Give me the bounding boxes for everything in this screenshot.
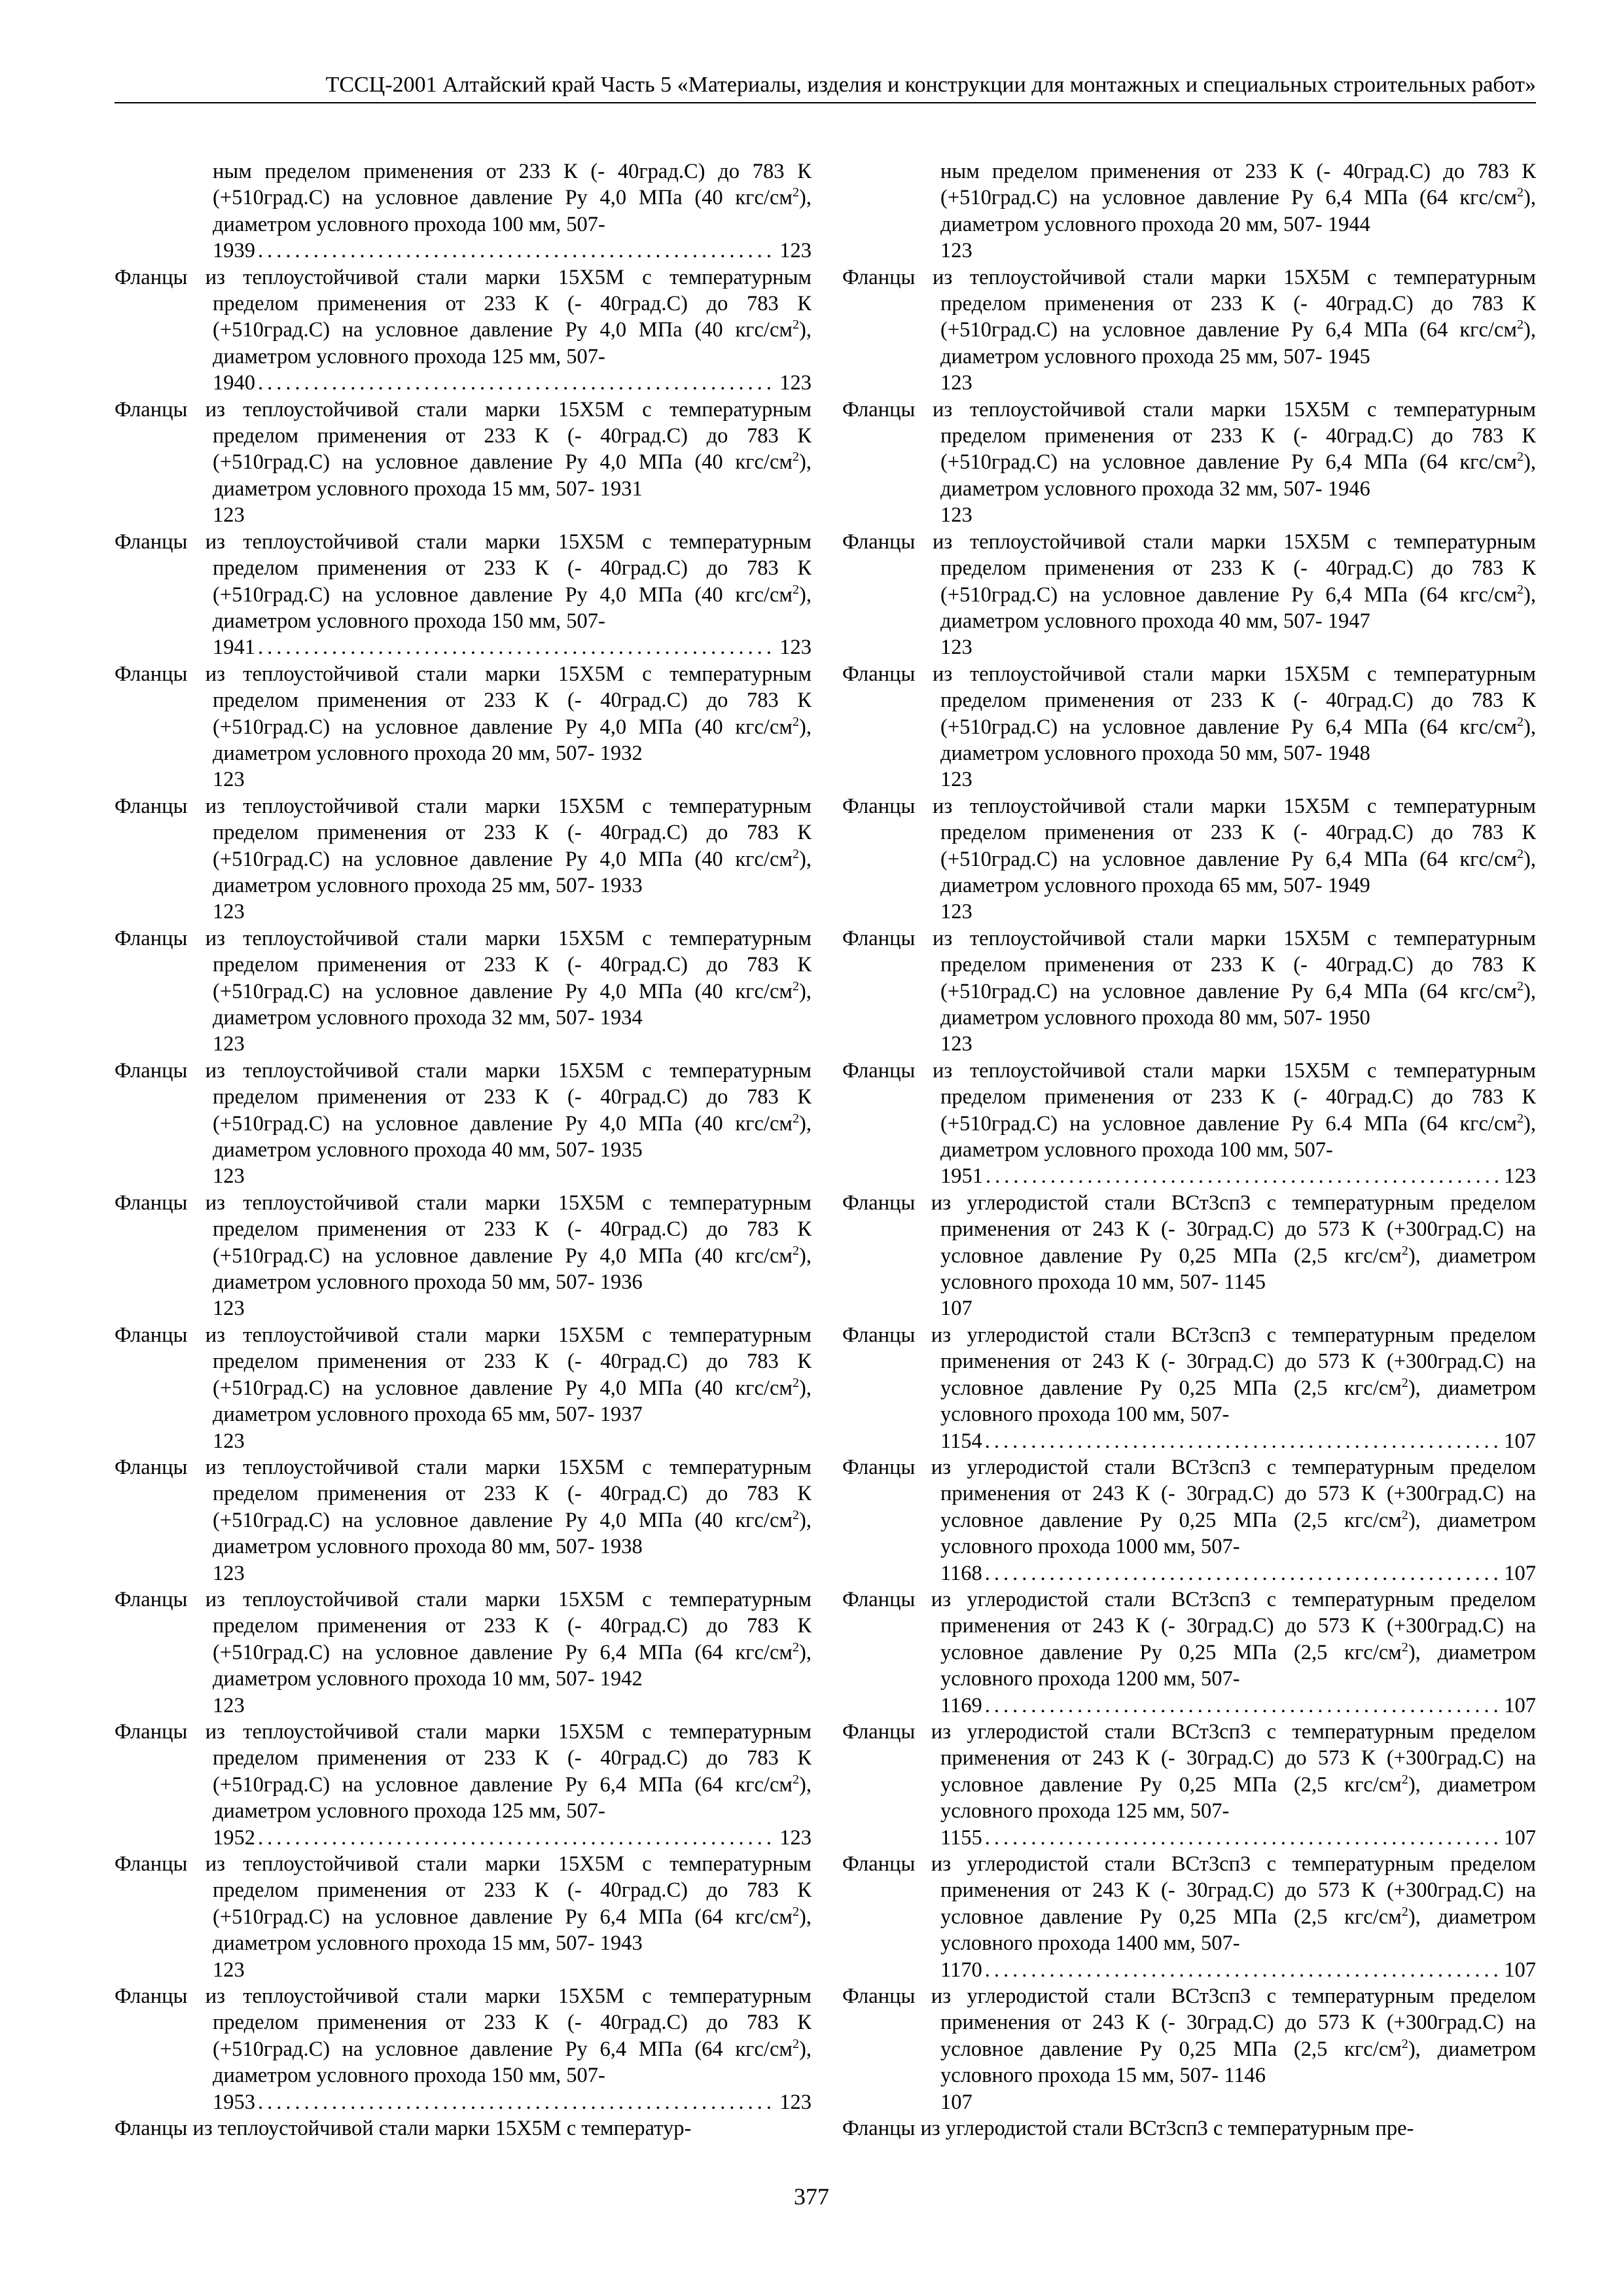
entry-page: 123: [213, 1561, 245, 1585]
entry-page: 123: [213, 1429, 245, 1453]
index-entry: [115, 793, 812, 925]
dot-leader: [985, 1428, 1501, 1454]
entry-tail: [213, 1693, 812, 1719]
entry-text: Фланцы из углеродистой стали ВСт3сп3 с температурным пределом применения от 243 К (- 30град.С) до 573 К (+300град.С) на условное давление Ру 0,25 МПа (2,5 кгс/$см^2$), диаметром условного прохода 10 мм, 507- 1145: [842, 1191, 1537, 1295]
dot-leader: [985, 1693, 1501, 1719]
entry-text: Фланцы из теплоустойчивой стали марки 15Х5М с температурным пределом применения от 233 К (- 40град.С) до 783 К (+510град.С) на условное давление Ру 6,4 МПа (64 кгс/$см^2$), диаметром условного прохода 10 мм, 507- 1942: [115, 1587, 812, 1691]
index-entry: [842, 158, 1536, 264]
index-entry: [115, 661, 812, 793]
index-column-right: [842, 158, 1536, 2142]
entry-text: Фланцы из углеродистой стали ВСт3сп3 с температурным пределом применения от 243 К (- 30град.С) до 573 К (+300град.С) на условное давление Ру 0,25 МПа (2,5 кгс/$см^2$), диаметром условного прохода 1400 мм, 507-: [842, 1852, 1537, 1956]
entry-text: Фланцы из углеродистой стали ВСт3сп3 с температурным пределом применения от 243 К (- 30град.С) до 573 К (+300град.С) на условное давление Ру 0,25 МПа (2,5 кгс/$см^2$), диаметром условного прохода 1000 мм, 507-: [842, 1455, 1537, 1559]
entry-page: 123: [213, 1297, 245, 1321]
entry-tail: [940, 899, 1536, 925]
entry-text: Фланцы из теплоустойчивой стали марки 15Х5М с температурным пределом применения от 233 К (- 40град.С) до 783 К (+510град.С) на условное давление Ру 6.4 МПа (64 кгс/$см^2$), диаметром условного прохода 100 мм, 507-: [842, 1058, 1536, 1162]
entry-page: 123: [213, 1958, 245, 1982]
index-entry: [115, 1851, 812, 1983]
entry-text: Фланцы из теплоустойчивой стали марки 15Х5М с температурным пределом применения от 233 К (- 40град.С) до 783 К (+510град.С) на условное давление Ру 4,0 МПа (40 кгс/$см^2$), диаметром условного прохода 20 мм, 507- 1932: [115, 662, 812, 765]
index-entry: [842, 1190, 1536, 1322]
entry-tail: [213, 634, 812, 660]
entry-text: Фланцы из теплоустойчивой стали марки 15Х5М с температурным пределом применения от 233 К (- 40град.С) до 783 К (+510град.С) на условное давление Ру 4,0 МПа (40 кгс/$см^2$), диаметром условного прохода 80 мм, 507- 1938: [115, 1455, 812, 1559]
index-entry: [842, 397, 1536, 529]
entry-tail: [940, 502, 1536, 528]
entry-page: 123: [213, 1164, 245, 1189]
dot-leader: [258, 2089, 777, 2115]
entry-tail: [213, 1031, 812, 1057]
index-entry: [842, 529, 1536, 661]
entry-code: 1169: [940, 1693, 982, 1717]
entry-text: Фланцы из углеродистой стали ВСт3сп3 с температурным пределом применения от 243 К (- 30град.С) до 573 К (+300град.С) на условное давление Ру 0,25 МПа (2,5 кгс/$см^2$), диаметром условного прохода 125 мм, 507-: [842, 1719, 1537, 1823]
dot-leader: [985, 1560, 1501, 1587]
entry-page: 107: [1504, 1825, 1536, 1850]
entry-text: Фланцы из углеродистой стали ВСт3сп3 с температурным пределом применения от 243 К (- 30град.С) до 573 К (+300град.С) на условное давление Ру 0,25 МПа (2,5 кгс/$см^2$), диаметром условного прохода 100 мм, 507-: [842, 1323, 1537, 1427]
entry-tail: [213, 2089, 812, 2115]
entry-tail: [213, 1560, 812, 1587]
entry-code: 1940: [213, 371, 255, 395]
entry-tail: [940, 1031, 1536, 1057]
entry-page: 123: [779, 1825, 812, 1850]
index-entry: [842, 1058, 1536, 1190]
index-column-left: [115, 158, 812, 2142]
entry-tail: [940, 1560, 1536, 1587]
entry-tail: [940, 1825, 1536, 1851]
entry-text: Фланцы из теплоустойчивой стали марки 15Х5М с температурным пределом применения от 233 К (- 40град.С) до 783 К (+510град.С) на условное давление Ру 6,4 МПа (64 кгс/$см^2$), диаметром условного прохода 65 мм, 507- 1949: [842, 794, 1536, 897]
index-entry: [115, 2115, 812, 2142]
entry-page: 107: [1504, 1958, 1536, 1982]
entry-page: 123: [779, 2090, 812, 2114]
entry-text: Фланцы из теплоустойчивой стали марки 15Х5М с температурным пределом применения от 233 К (- 40град.С) до 783 К (+510град.С) на условное давление Ру 6,4 МПа (64 кгс/$см^2$), диаметром условного прохода 125 мм, 507-: [115, 1719, 812, 1823]
entry-tail: [940, 634, 1536, 660]
index-entry: [115, 1058, 812, 1190]
entry-tail: [213, 766, 812, 793]
entry-tail: [213, 370, 812, 396]
entry-text: Фланцы из углеродистой стали ВСт3сп3 с температурным пре-: [842, 2117, 1414, 2141]
entry-text: Фланцы из теплоустойчивой стали марки 15Х5М с температурным пределом применения от 233 К (- 40град.С) до 783 К (+510град.С) на условное давление Ру 4,0 МПа (40 кгс/$см^2$), диаметром условного прохода 32 мм, 507- 1934: [115, 926, 812, 1030]
entry-text: Фланцы из теплоустойчивой стали марки 15Х5М с температурным пределом применения от 233 К (- 40град.С) до 783 К (+510град.С) на условное давление Ру 6,4 МПа (64 кгс/$см^2$), диаметром условного прохода 40 мм, 507- 1947: [842, 529, 1536, 633]
entry-tail: [213, 899, 812, 925]
entry-tail: [940, 1295, 1536, 1321]
index-entry: [115, 397, 812, 529]
index-entry: [115, 1454, 812, 1587]
entry-tail: [213, 502, 812, 528]
entry-tail: [940, 370, 1536, 396]
entry-text: Фланцы из углеродистой стали ВСт3сп3 с температурным пределом применения от 243 К (- 30град.С) до 573 К (+300град.С) на условное давление Ру 0,25 МПа (2,5 кгс/$см^2$), диаметром условного прохода 15 мм, 507- 1146: [842, 1984, 1537, 2088]
entry-page: 123: [940, 503, 972, 528]
index-entry: [842, 1851, 1536, 1983]
dot-leader: [986, 1163, 1501, 1189]
index-entry: [115, 158, 812, 264]
entry-text: Фланцы из теплоустойчивой стали марки 15Х5М с температурным пределом применения от 233 К (- 40град.С) до 783 К (+510град.С) на условное давление Ру 6,4 МПа (64 кгс/$см^2$), диаметром условного прохода 15 мм, 507- 1943: [115, 1852, 812, 1956]
index-entry: [115, 529, 812, 661]
index-entry: [115, 1983, 812, 2115]
entry-page: 123: [940, 636, 972, 660]
index-entry: [115, 1587, 812, 1719]
entry-code: 1951: [940, 1164, 983, 1189]
entry-tail: [940, 1957, 1536, 1983]
entry-tail: [213, 1295, 812, 1321]
entry-code: 1941: [213, 636, 255, 660]
entry-page: 123: [213, 768, 245, 792]
dot-leader: [258, 370, 777, 396]
page-number: 377: [794, 2183, 829, 2210]
entry-text: Фланцы из теплоустойчивой стали марки 15Х5М с температурным пределом применения от 233 К (- 40град.С) до 783 К (+510град.С) на условное давление Ру 4,0 МПа (40 кгс/$см^2$), диаметром условного прохода 40 мм, 507- 1935: [115, 1058, 812, 1162]
index-entry: [842, 793, 1536, 925]
entry-page: 123: [940, 768, 972, 792]
index-entry: [842, 1983, 1536, 2115]
index-entry: [115, 1322, 812, 1454]
entry-page: 123: [779, 371, 812, 395]
entry-page: 123: [779, 239, 812, 263]
entry-page: 123: [213, 503, 245, 528]
dot-leader: [258, 238, 777, 264]
entry-code: 1154: [940, 1429, 982, 1453]
dot-leader: [985, 1957, 1501, 1983]
index-entry: [115, 264, 812, 397]
entry-tail: [940, 1163, 1536, 1189]
entry-tail: [213, 1957, 812, 1983]
entry-page: 107: [1504, 1429, 1536, 1453]
entry-page: 123: [940, 1032, 972, 1056]
entry-tail: [940, 1693, 1536, 1719]
entry-tail: [213, 1163, 812, 1189]
dot-leader: [258, 634, 777, 660]
entry-code: 1952: [213, 1825, 255, 1850]
entry-tail: [213, 1825, 812, 1851]
entry-text: Фланцы из теплоустойчивой стали марки 15Х5М с температурным пределом применения от 233 К (- 40град.С) до 783 К (+510град.С) на условное давление Ру 4,0 МПа (40 кгс/$см^2$), диаметром условного прохода 150 мм, 507-: [115, 529, 812, 633]
entry-text: Фланцы из теплоустойчивой стали марки 15Х5М с температурным пределом применения от 233 К (- 40град.С) до 783 К (+510град.С) на условное давление Ру 6,4 МПа (64 кгс/$см^2$), диаметром условного прохода 25 мм, 507- 1945: [842, 265, 1536, 368]
entry-text: Фланцы из теплоустойчивой стали марки 15Х5М с температурным пределом применения от 233 К (- 40град.С) до 783 К (+510град.С) на условное давление Ру 4,0 МПа (40 кгс/$см^2$), диаметром условного прохода 65 мм, 507- 1937: [115, 1323, 812, 1427]
index-entry: [842, 1322, 1536, 1454]
entry-tail: [213, 238, 812, 264]
entry-tail: [940, 766, 1536, 793]
entry-tail: [940, 238, 1536, 264]
index-entry: [842, 1587, 1536, 1719]
entry-page: 123: [213, 1032, 245, 1056]
entry-page: 123: [940, 239, 972, 263]
entry-page: 123: [213, 1693, 245, 1717]
entry-tail: [213, 1428, 812, 1454]
entry-page: 107: [940, 2090, 972, 2114]
entry-page: 107: [1504, 1693, 1536, 1717]
entry-tail: [940, 2089, 1536, 2115]
entry-code: 1170: [940, 1958, 982, 1982]
index-entry: [842, 2115, 1536, 2142]
index-entry: [842, 661, 1536, 793]
entry-page: 123: [940, 371, 972, 395]
entry-text: Фланцы из теплоустойчивой стали марки 15Х5М с температурным пределом применения от 233 К (- 40град.С) до 783 К (+510град.С) на условное давление Ру 6,4 МПа (64 кгс/$см^2$), диаметром условного прохода 150 мм, 507-: [115, 1984, 812, 2088]
index-entry: [115, 1190, 812, 1322]
entry-text: ным пределом применения от 233 К (- 40град.С) до 783 К (+510град.С) на условное давление Ру 4,0 МПа (40 кгс/$см^2$), диаметром условного прохода 100 мм, 507-: [213, 160, 812, 236]
index-entry: [842, 264, 1536, 397]
entry-text: Фланцы из теплоустойчивой стали марки 15Х5М с температурным пределом применения от 233 К (- 40град.С) до 783 К (+510град.С) на условное давление Ру 6,4 МПа (64 кгс/$см^2$), диаметром условного прохода 32 мм, 507- 1946: [842, 397, 1536, 501]
entry-page: 107: [1504, 1561, 1536, 1585]
dot-leader: [258, 1825, 777, 1851]
running-header: ТССЦ-2001 Алтайский край Часть 5 «Материалы, изделия и конструкции для монтажных и специальных строительных работ»: [115, 71, 1536, 103]
entry-code: 1155: [940, 1825, 982, 1850]
entry-text: Фланцы из теплоустойчивой стали марки 15Х5М с температур-: [115, 2117, 692, 2141]
entry-text: ным пределом применения от 233 К (- 40град.С) до 783 К (+510град.С) на условное давление Ру 6,4 МПа (64 кгс/$см^2$), диаметром условного прохода 20 мм, 507- 1944: [940, 160, 1536, 236]
index-entry: [842, 925, 1536, 1058]
entry-code: 1953: [213, 2090, 255, 2114]
index-entry: [842, 1454, 1536, 1587]
index-entry: [842, 1719, 1536, 1851]
entry-page: 123: [1504, 1164, 1536, 1189]
index-entry: [115, 1719, 812, 1851]
entry-text: Фланцы из теплоустойчивой стали марки 15Х5М с температурным пределом применения от 233 К (- 40град.С) до 783 К (+510град.С) на условное давление Ру 4,0 МПа (40 кгс/$см^2$), диаметром условного прохода 50 мм, 507- 1936: [115, 1191, 812, 1295]
entry-page: 107: [940, 1297, 972, 1321]
entry-page: 123: [940, 900, 972, 924]
entry-page: 123: [779, 636, 812, 660]
entry-text: Фланцы из теплоустойчивой стали марки 15Х5М с температурным пределом применения от 233 К (- 40град.С) до 783 К (+510град.С) на условное давление Ру 6,4 МПа (64 кгс/$см^2$), диаметром условного прохода 50 мм, 507- 1948: [842, 662, 1536, 765]
entry-page: 123: [213, 900, 245, 924]
entry-text: Фланцы из теплоустойчивой стали марки 15Х5М с температурным пределом применения от 233 К (- 40град.С) до 783 К (+510град.С) на условное давление Ру 4,0 МПа (40 кгс/$см^2$), диаметром условного прохода 25 мм, 507- 1933: [115, 794, 812, 897]
entry-code: 1939: [213, 239, 255, 263]
entry-text: Фланцы из теплоустойчивой стали марки 15Х5М с температурным пределом применения от 233 К (- 40град.С) до 783 К (+510град.С) на условное давление Ру 4,0 МПа (40 кгс/$см^2$), диаметром условного прохода 125 мм, 507-: [115, 265, 812, 368]
entry-text: Фланцы из теплоустойчивой стали марки 15Х5М с температурным пределом применения от 233 К (- 40град.С) до 783 К (+510град.С) на условное давление Ру 4,0 МПа (40 кгс/$см^2$), диаметром условного прохода 15 мм, 507- 1931: [115, 397, 812, 501]
entry-code: 1168: [940, 1561, 982, 1585]
entry-text: Фланцы из теплоустойчивой стали марки 15Х5М с температурным пределом применения от 233 К (- 40град.С) до 783 К (+510град.С) на условное давление Ру 6,4 МПа (64 кгс/$см^2$), диаметром условного прохода 80 мм, 507- 1950: [842, 926, 1536, 1030]
entry-tail: [940, 1428, 1536, 1454]
dot-leader: [985, 1825, 1501, 1851]
entry-text: Фланцы из углеродистой стали ВСт3сп3 с температурным пределом применения от 243 К (- 30град.С) до 573 К (+300град.С) на условное давление Ру 0,25 МПа (2,5 кгс/$см^2$), диаметром условного прохода 1200 мм, 507-: [842, 1587, 1537, 1691]
index-entry: [115, 925, 812, 1058]
